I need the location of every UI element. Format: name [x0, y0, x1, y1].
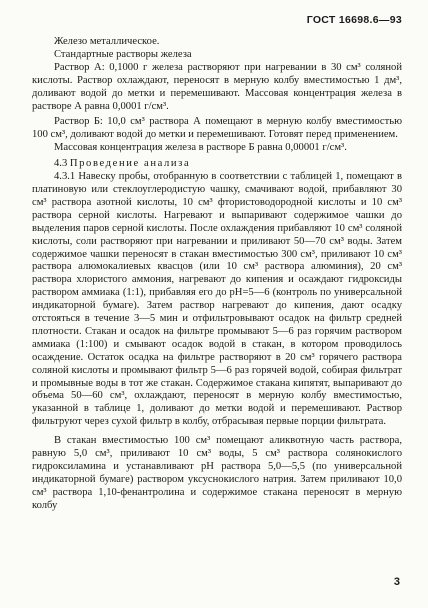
section-heading: [32, 158, 402, 171]
page-number: 3: [393, 576, 400, 588]
paragraph-4-3-1: 4.3.1 Навеску пробы, отобранную в соответствии с таблицей 1, помещают в платиновую или стеклоуглеродистую чашку, смачивают водой, прибавляют 30 см³ раствора азотной кислоты, 10 см³ фтористоводородной кислоты и 10 см³ раствора серной кислоты. Нагревают и выпаривают содержимое чашки до выделения паров серной кислоты. После охлаждения прибавляют 10 см³ соляной кислоты, соли растворяют при нагревании и приливают 50—70 см³ воды. Затем содержимое чашки переносят в стакан вместимостью 300 см³, приливают 10 см³ раствора алюмокалиевых квасцов (или 10 см³ раствора алюминия), 20 см³ раствора хлористого аммония, нагревают до кипения и осаждают гидроксиды раствором аммиака (1:1), прибавляя его до рН=5—6 (контроль по универсальной индикаторной бумаге). Затем раствор нагревают до кипения, дают осадку отстояться в течение 3—5 мин и отфильтровывают осадок на фильтр средней плотности. Стакан и осадок на фильтре промывают 5—6 раз горячим раствором аммиака (1:100) и смывают осадок водой в стакан, в котором проводилось осаждение. Остаток осадка на фильтре растворяют в 20 см³ горячего раствора соляной кислоты и промывают фильтр 5—6 раз горячей водой, собирая фильтрат и промывные воды в тот же стакан. Содержимое стакана кипятят, выпаривают до объема 50—60 см³, охлаждают, переносят в мерную колбу вместимостью, указанной в таблице 1, доливают до метки водой и перемешивают. Раствор фильтруют через сухой фильтр в колбу, отбрасывая первые порции фильтрата.: [32, 171, 402, 428]
section-title: Проведение анализа: [69, 158, 191, 170]
document-body: [32, 36, 402, 513]
paragraph-std-solutions: Стандартные растворы железа: [54, 48, 192, 60]
paragraph-mass-concentration: Массовая концентрация железа в растворе Б равна 0,00001 г/см³.: [54, 142, 347, 154]
paragraph-aliquot: В стакан вместимостью 100 см³ помещают аликвотную часть раствора, равную 5,0 см³, приливают 10 см³ воды, 5 см³ раствора солянокислого гидроксиламина и устанавливают рН раствора 5,0—5,5 (по универсальной индикаторной бумаге) раствором уксуснокислого натрия. Затем приливают 10,0 см³ раствора 1,10-фенантролина и содержимое стакана переносят в мерную колбу: [32, 435, 402, 511]
paragraph-solution-a: Раствор А: 0,1000 г железа растворяют при нагревании в 30 см³ соляной кислоты. Раствор охлаждают, переносят в мерную колбу вместимостью 1 дм³, доливают водой до метки и перемешивают. Массовая концентрация железа в растворе А равна 0,0001 г/см³.: [32, 61, 402, 112]
standard-header: ГОСТ 16698.6—93: [306, 14, 402, 26]
section-number: 4.3: [54, 158, 68, 170]
paragraph-solution-b: Раствор Б: 10,0 см³ раствора А помещают в мерную колбу вместимостью 100 см³, доливают водой до метки и перемешивают. Готовят перед применением.: [32, 116, 402, 141]
paragraph-iron-metal: Железо металлическое.: [54, 36, 160, 47]
